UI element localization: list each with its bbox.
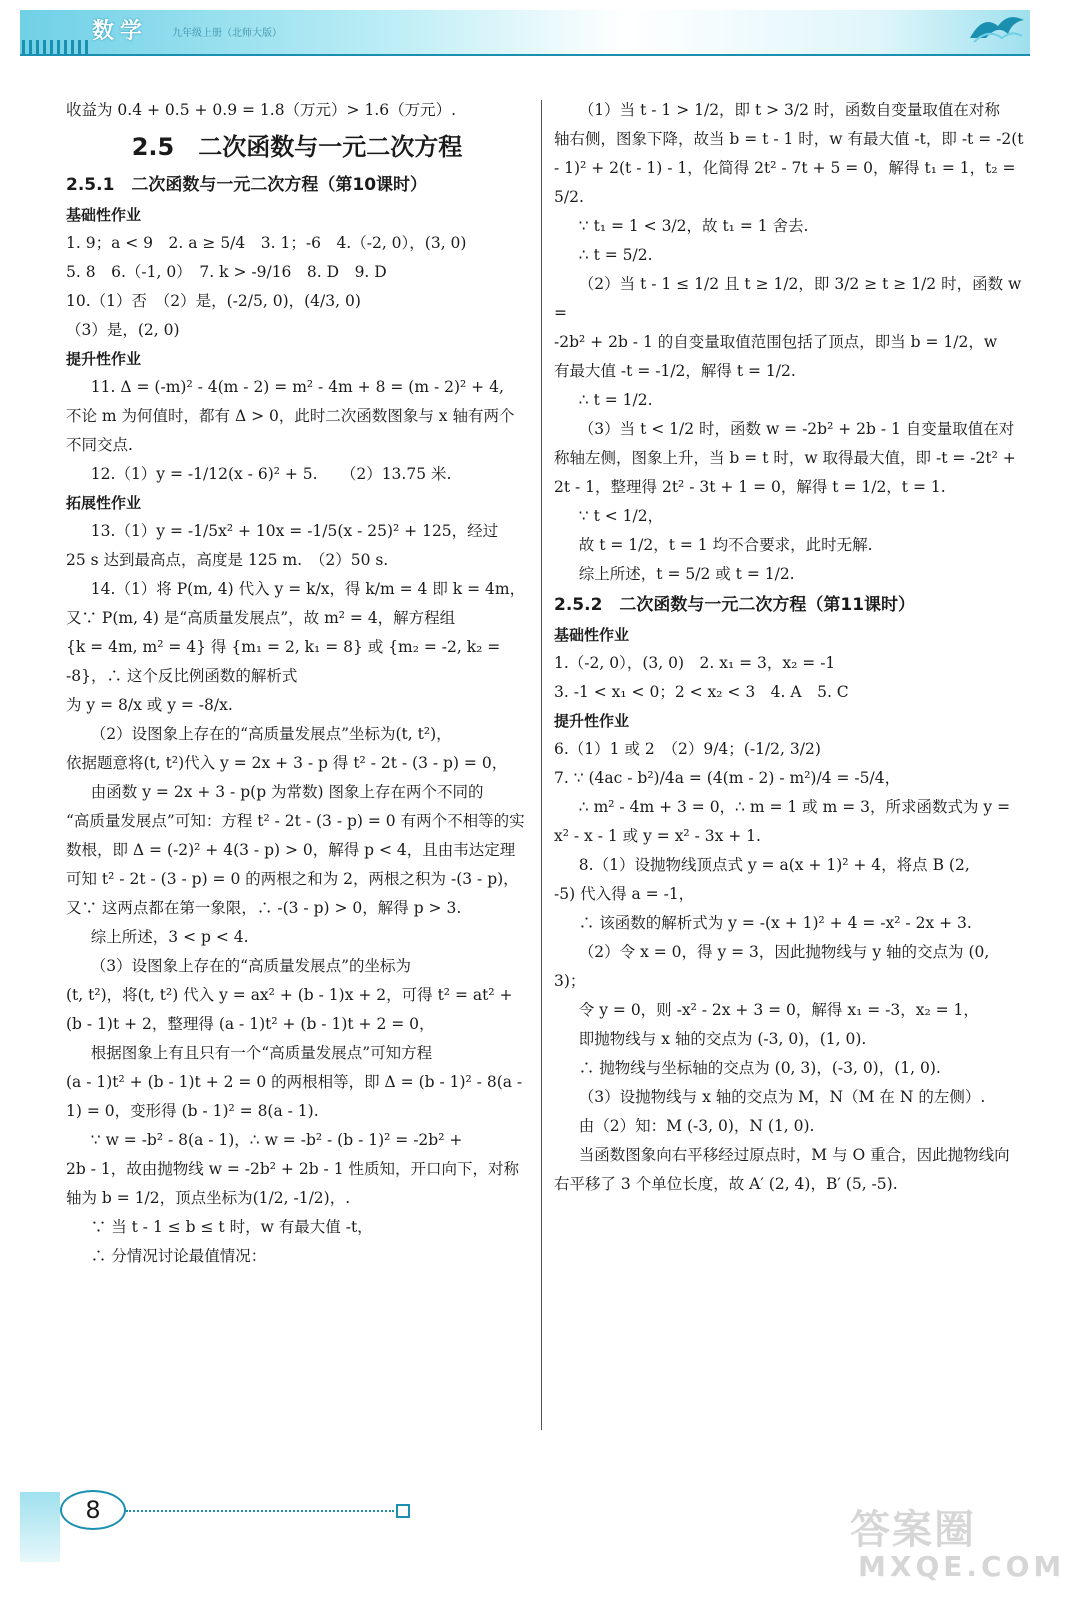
footer-square-icon [396,1504,410,1518]
answer-line: (a - 1)t² + (b - 1)t + 2 = 0 的两根相等，即 Δ = (b - 1)² - 8(a - 1) = 0，变形得 (b - 1)² = 8(a - 1). [66,1073,528,1120]
page-header [0,0,1082,70]
answer-line: -5) 代入得 a = -1， [554,885,695,903]
subsection-title: 2.5.2 二次函数与一元二次方程（第11课时） [554,595,916,615]
answer-line: 不论 m 为何值时，都有 Δ > 0，此时二次函数图象与 x 轴有两个不同交点. [66,407,515,454]
answer-line: 12.（1）y = -1/12(x - 6)² + 5. （2）13.75 米. [90,465,452,483]
answer-line: 11. Δ = (-m)² - 4(m - 2) = m² - 4m + 8 = (m - 2)² + 4, [90,378,504,396]
wave-logo-icon [968,8,1026,48]
answer-line: 由函数 y = 2x + 3 - p(p 为常数) 图象上存在两个不同的 [90,783,484,801]
answer-line: “高质量发展点”可知：方程 t² - 2t - (3 - p) = 0 有两个不相等的实数根，即 Δ = (-2)² + 4(3 - p) > 0，解得 p < 4，且由韦达定理可知 t² - 2t - (3 - p) = 0 的两根之和为 2，两根之积为 -(3 - p)，又∵ 这两点都在第一象限，∴ -(3 - p) > 0，解得 p > 3. [66,812,525,917]
watermark-url: MXQE.COM [858,1550,1066,1583]
answer-line: 轴右侧，图象下降，故当 b = t - 1 时，w 有最大值 -t，即 -t = -2(t - 1)² + 2(t - 1) - 1，化简得 2t² - 7t + 5 = 0，解得 t₁ = 1，t₂ = 5/2. [554,130,1029,206]
answer-line: 令 y = 0，则 -x² - 2x + 3 = 0，解得 x₁ = -3，x₂ = 1， [578,1001,979,1019]
page-footer [0,1480,1082,1600]
left-column [66,96,528,1271]
answer-line: x² - x - 1 或 y = x² - 3x + 1. [554,827,761,845]
subject-title: 数学 [92,19,149,44]
footer-color-block [20,1492,60,1562]
column-divider [541,100,542,1430]
answer-line: ∵ w = -b² - 8(a - 1)，∴ w = -b² - (b - 1)² = -2b² + [90,1131,463,1149]
answer-line: 7. ∵ (4ac - b²)/4a = (4(m - 2) - m²)/4 = -5/4， [554,769,901,787]
answer-line: -2b² + 2b - 1 的自变量取值范围包括了顶点，即当 b = 1/2，w [554,333,998,351]
answer-line: 由（2）知：M (-3, 0)，N (1, 0). [578,1117,815,1135]
answer-line: 又∵ P(m, 4) 是“高质量发展点”，故 m² = 4，解方程组 [66,609,456,627]
answer-line: （1）当 t - 1 > 1/2，即 t > 3/2 时，函数自变量取值在对称 [578,101,1000,119]
homework-category: 基础性作业 [66,206,142,224]
answer-line: ∴ t = 5/2. [578,246,653,264]
homework-category: 拓展性作业 [66,494,142,512]
answer-line: ∴ t = 1/2. [578,391,653,409]
answer-line: 2b - 1，故由抛物线 w = -2b² + 2b - 1 性质知，开口向下，对称轴为 b = 1/2，顶点坐标为(1/2, -1/2)，. [66,1160,520,1207]
answer-line: 为 y = 8/x 或 y = -8/x. [66,696,233,714]
answer-line: ∴ 该函数的解析式为 y = -(x + 1)² + 4 = -x² - 2x + 3. [578,914,972,932]
answer-line: 称轴左侧，图象上升，当 b = t 时，w 取得最大值，即 -t = -2t² + 2t - 1，整理得 2t² - 3t + 1 = 0，解得 t = 1/2，t = 1. [554,449,1021,496]
answer-line: ∵ t₁ = 1 < 3/2，故 t₁ = 1 舍去. [578,217,809,235]
grade-label: 九年级上册（北师大版） [172,28,282,39]
answer-line: 有最大值 -t = -1/2，解得 t = 1/2. [554,362,796,380]
subsection-title: 2.5.1 二次函数与一元二次方程（第10课时） [66,175,428,195]
answer-line: （3）是，(2, 0) [66,321,180,339]
page-number: 8 [60,1490,126,1530]
answer-line: 3. -1 < x₁ < 0；2 < x₂ < 3 4. A 5. C [554,683,849,701]
header-stripes [22,40,92,54]
answer-line: 收益为 0.4 + 0.5 + 0.9 = 1.8（万元）> 1.6（万元）. [66,101,457,119]
answer-line: （2）设图象上存在的“高质量发展点”坐标为(t, t²)， [90,725,452,743]
answer-line: （3）当 t < 1/2 时，函数 w = -2b² + 2b - 1 自变量取值在对 [578,420,1015,438]
answer-line: 即抛物线与 x 轴的交点为 (-3, 0)，(1, 0). [578,1030,867,1048]
answer-line: 13.（1）y = -1/5x² + 10x = -1/5(x - 25)² + 125，经过 [90,522,499,540]
header-rule [20,54,1030,56]
answer-line: （3）设图象上存在的“高质量发展点”的坐标为 [90,957,412,975]
answer-line: ∴ 抛物线与坐标轴的交点为 (0, 3)，(-3, 0)，(1, 0). [578,1059,941,1077]
answer-line: ∴ m² - 4m + 3 = 0，∴ m = 1 或 m = 3，所求函数式为 y = [578,798,1011,816]
answer-line: （2）令 x = 0，得 y = 3，因此抛物线与 y 轴的交点为 (0, 3)； [554,943,995,990]
answer-line: （3）设抛物线与 x 轴的交点为 M，N（M 在 N 的左侧）. [578,1088,986,1106]
answer-line: 25 s 达到最高点，高度是 125 m. （2）50 s. [66,551,389,569]
section-title: 2.5 二次函数与一元二次方程 [131,133,463,161]
answer-line: 1. 9；a < 9 2. a ≥ 5/4 3. 1；-6 4.（-2, 0），(3, 0) [66,234,467,252]
answer-line: 6.（1）1 或 2 （2）9/4；(-1/2, 3/2) [554,740,821,758]
right-column [554,96,1029,1199]
answer-line: 8.（1）设抛物线顶点式 y = a(x + 1)² + 4，将点 B (2, [578,856,970,874]
answer-line: （2）当 t - 1 ≤ 1/2 且 t ≥ 1/2，即 3/2 ≥ t ≥ 1/2 时，函数 w = [554,275,1027,322]
answer-line: ∴ 分情况讨论最值情况： [90,1247,267,1265]
answer-line: ∵ t < 1/2， [578,507,664,525]
homework-category: 基础性作业 [554,626,630,644]
answer-line: 故 t = 1/2，t = 1 均不合要求，此时无解. [578,536,873,554]
answer-line: ∵ 当 t - 1 ≤ b ≤ t 时，w 有最大值 -t， [90,1218,373,1236]
answer-line: {k = 4m, m² = 4} 得 {m₁ = 2, k₁ = 8} 或 {m₂ = -2, k₂ = -8}，∴ 这个反比例函数的解析式 [66,638,506,685]
answer-line: 根据图象上有且只有一个“高质量发展点”可知方程 [90,1044,433,1062]
footer-dotted-line [126,1510,394,1512]
watermark: 答案圈 [850,1507,976,1553]
answer-line: 5. 8 6.（-1, 0） 7. k > -9/16 8. D 9. D [66,263,387,281]
homework-category: 提升性作业 [66,350,142,368]
answer-line: 综上所述，3 < p < 4. [90,928,249,946]
answer-line: 14.（1）将 P(m, 4) 代入 y = k/x，得 k/m = 4 即 k = 4m， [90,580,526,598]
answer-line: (t, t²)，将(t, t²) 代入 y = ax² + (b - 1)x + 2，可得 t² = at² + (b - 1)t + 2，整理得 (a - 1)t² + (b - 1)t + 2 = 0， [66,986,518,1033]
answer-line: 1.（-2, 0），(3, 0) 2. x₁ = 3，x₂ = -1 [554,654,836,672]
answer-line: 当函数图象向右平移经过原点时，M 与 O 重合，因此抛物线向右平移了 3 个单位长度，故 A′ (2, 4)，B′ (5, -5). [554,1146,1010,1193]
answer-line: 综上所述，t = 5/2 或 t = 1/2. [578,565,795,583]
answer-line: 10.（1）否 （2）是，(-2/5, 0)，(4/3, 0) [66,292,361,310]
homework-category: 提升性作业 [554,712,630,730]
answer-line: 依据题意将(t, t²)代入 y = 2x + 3 - p 得 t² - 2t - (3 - p) = 0， [66,754,508,772]
